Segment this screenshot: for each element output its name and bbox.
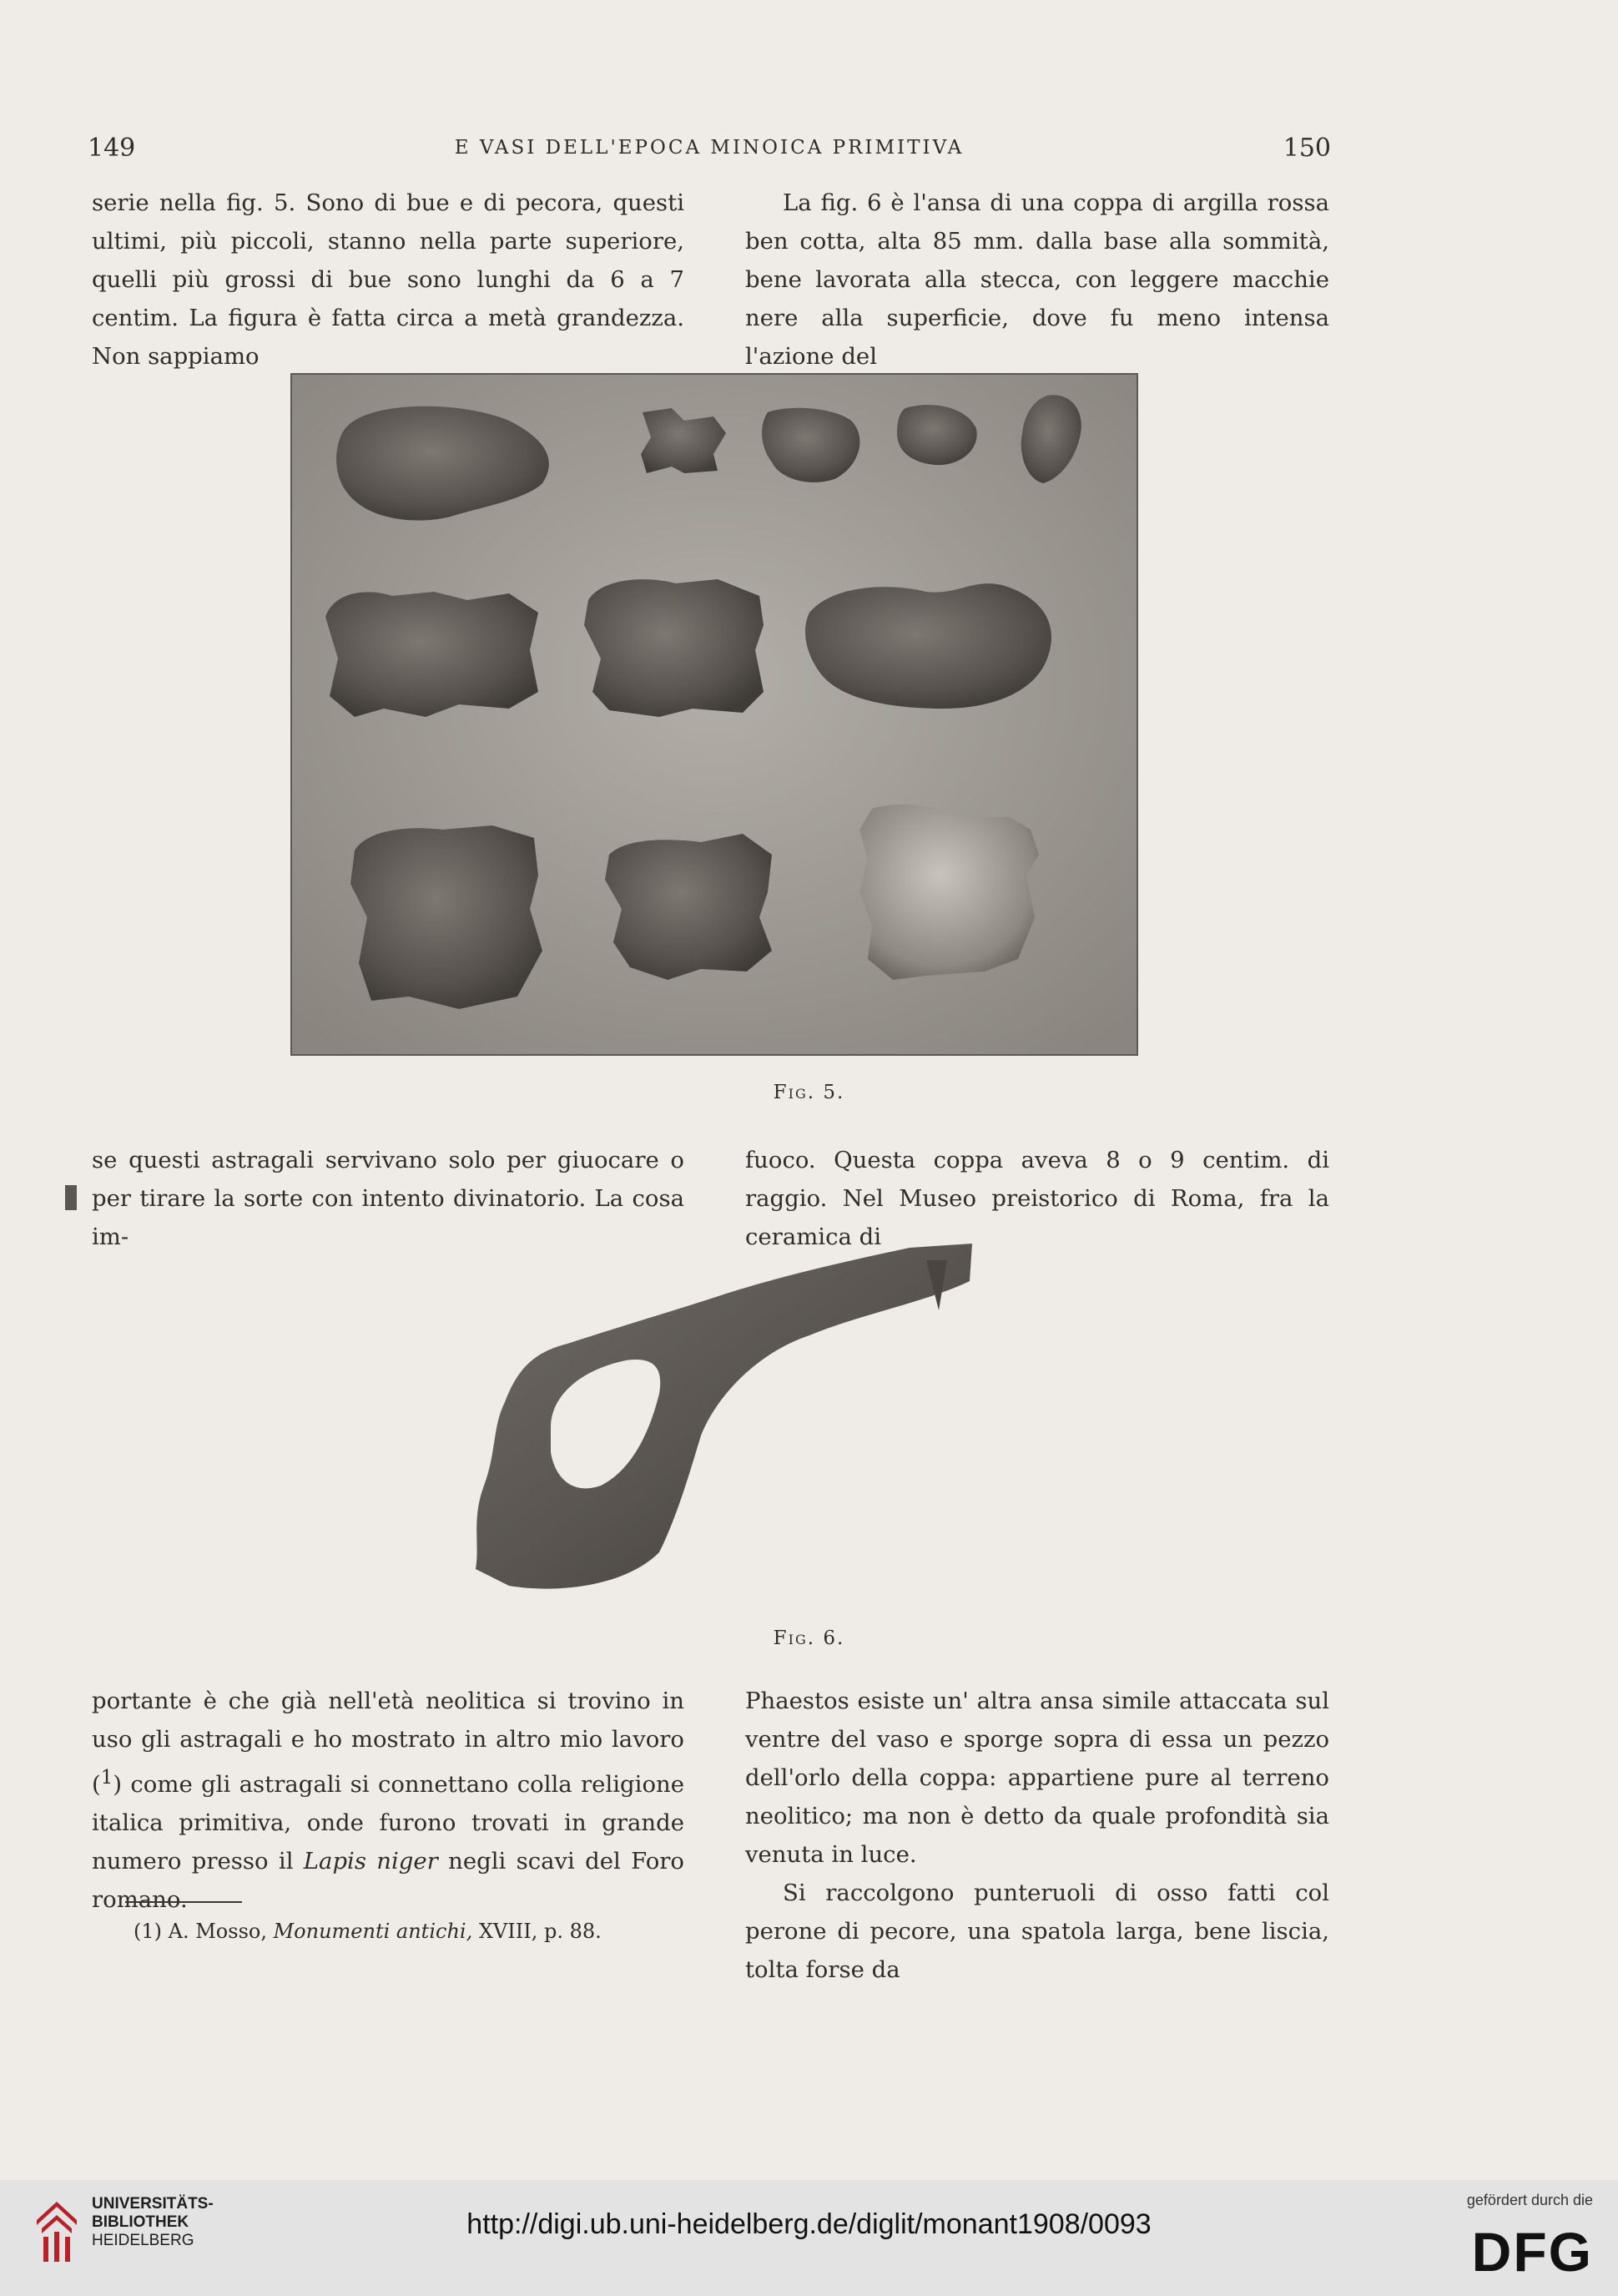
library-name-line1: UNIVERSITÄTS- [92, 2195, 214, 2213]
right-text-bottom-2: Si raccolgono punteruoli di osso fatti col perone di pecore, una spatola larga, bene liscia, tolta forse da [745, 1880, 1329, 1983]
figure-6-photo [459, 1235, 985, 1611]
funding-note: gefördert durch die [1466, 2192, 1593, 2208]
dfg-logo: DFG [1471, 2221, 1593, 2283]
footnote-mark: (1) [134, 1920, 162, 1943]
page-number-right: 150 [1283, 134, 1331, 163]
right-text-bottom-1: Phaestos esiste un' altra ansa simile attaccata sul ventre del vaso e sporge sopra di essa un pezzo dell'orlo della coppa: appartiene pure al terreno neolitico; ma non è detto da quale profondità sia venuta in luce. [745, 1688, 1329, 1868]
left-text-bottom-part1: portante è che già nell'età neolitica si trovino in uso gli astragali e ho mostrato in altro mio lavoro ( [92, 1688, 684, 1799]
lapis-niger-term: Lapis niger [303, 1848, 438, 1875]
page-number-left: 149 [88, 134, 136, 163]
left-text-middle: se questi astragali servivano solo per giuocare o per tirare la sorte con intento divinatorio. La cosa im- [92, 1147, 684, 1250]
margin-mark [65, 1185, 77, 1210]
figure-5-caption: Fig. 5. [773, 1082, 845, 1103]
footnote [134, 1920, 602, 1943]
library-name-line2: BIBLIOTHEK [92, 2213, 189, 2231]
footnote-author: A. Mosso, [168, 1920, 267, 1943]
footnote-rest: XVIII, p. 88. [478, 1920, 602, 1943]
left-column-top [92, 184, 684, 376]
right-column-bottom [745, 1682, 1329, 1989]
astragali-photo-illustration [292, 375, 1137, 1054]
left-text-bottom-part2: ) come gli astragali si connettano colla religione italica primitiva, onde furono trovati in grande numero presso il [92, 1771, 684, 1875]
footnote-work: Monumenti antichi, [273, 1920, 473, 1943]
footnote-rule [125, 1901, 242, 1903]
permalink-url[interactable]: http://digi.ub.uni-heidelberg.de/diglit/monant1908/0093 [466, 2208, 1152, 2240]
library-name-line3: HEIDELBERG [92, 2232, 194, 2249]
left-column-bottom [92, 1682, 684, 1919]
left-text-bottom-part3: negli scavi del Foro romano. [92, 1848, 684, 1914]
left-text-bottom [92, 1682, 684, 1919]
right-text-middle: fuoco. Questa coppa aveva 8 o 9 centim. di raggio. Nel Museo preistorico di Roma, fra la ceramica di [745, 1147, 1329, 1250]
running-title: E VASI DELL'EPOCA MINOICA PRIMITIVA [454, 137, 965, 159]
cup-handle-illustration [459, 1235, 985, 1611]
left-text-top: serie nella fig. 5. Sono di bue e di pecora, questi ultimi, più piccoli, stanno nella parte superiore, quelli più grossi di bue sono lunghi da 6 a 7 centim. La figura è fatta circa a metà grandezza. Non sappiamo [92, 189, 684, 370]
right-text-top: La fig. 6 è l'ansa di una coppa di argilla rossa ben cotta, alta 85 mm. dalla base alla sommità, bene lavorata alla stecca, con leggere macchie nere alla superficie, dove fu meno intensa l'azione del [745, 189, 1329, 370]
right-column-top [745, 184, 1329, 376]
footnote-reference: 1 [100, 1767, 113, 1789]
figure-5-photo [290, 373, 1138, 1056]
running-header [88, 134, 1331, 167]
figure-6-caption: Fig. 6. [773, 1627, 845, 1649]
